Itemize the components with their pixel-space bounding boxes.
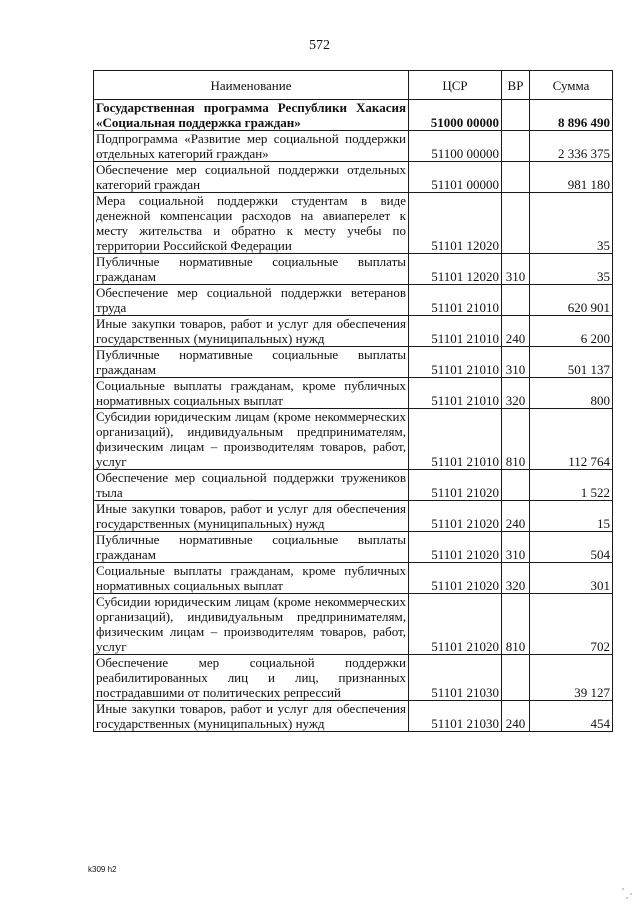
row-name: Субсидии юридическим лицам (кроме некоммерческих организаций), индивидуальным предпринимателям, физическим лицам – производителям товаров, работ, услуг	[94, 594, 409, 655]
row-csr: 51101 21030	[409, 655, 502, 701]
table-row	[94, 254, 613, 285]
table-row	[94, 594, 613, 655]
row-csr: 51101 21010	[409, 316, 502, 347]
row-sum: 454	[530, 701, 613, 732]
row-name: Социальные выплаты гражданам, кроме публичных нормативных социальных выплат	[94, 563, 409, 594]
row-csr: 51101 21020	[409, 594, 502, 655]
row-csr: 51101 12020	[409, 254, 502, 285]
header-name: Наименование	[94, 71, 409, 100]
budget-table	[93, 70, 613, 732]
table-row	[94, 532, 613, 563]
table-row	[94, 193, 613, 254]
table-row	[94, 378, 613, 409]
row-vr	[502, 162, 530, 193]
row-sum: 301	[530, 563, 613, 594]
row-sum: 112 764	[530, 409, 613, 470]
row-csr: 51101 21010	[409, 409, 502, 470]
row-vr	[502, 285, 530, 316]
row-name: Субсидии юридическим лицам (кроме некоммерческих организаций), индивидуальным предпринимателям, физическим лицам – производителям товаров, работ, услуг	[94, 409, 409, 470]
row-sum: 2 336 375	[530, 131, 613, 162]
table-row	[94, 131, 613, 162]
row-vr: 320	[502, 378, 530, 409]
row-sum: 620 901	[530, 285, 613, 316]
row-name: Обеспечение мер социальной поддержки реабилитированных лиц и лиц, признанных пострадавшими от политических репрессий	[94, 655, 409, 701]
row-name: Публичные нормативные социальные выплаты гражданам	[94, 347, 409, 378]
row-sum: 35	[530, 254, 613, 285]
row-vr	[502, 193, 530, 254]
row-vr	[502, 655, 530, 701]
table-row	[94, 409, 613, 470]
header-csr: ЦСР	[409, 71, 502, 100]
row-sum: 702	[530, 594, 613, 655]
table-row	[94, 285, 613, 316]
header-sum: Сумма	[530, 71, 613, 100]
table-row	[94, 316, 613, 347]
row-name: Публичные нормативные социальные выплаты гражданам	[94, 254, 409, 285]
row-csr: 51101 21010	[409, 378, 502, 409]
row-vr: 320	[502, 563, 530, 594]
row-sum: 800	[530, 378, 613, 409]
row-sum: 501 137	[530, 347, 613, 378]
row-vr: 310	[502, 254, 530, 285]
table-header-row	[94, 71, 613, 100]
row-vr: 810	[502, 594, 530, 655]
row-vr	[502, 470, 530, 501]
row-vr	[502, 131, 530, 162]
row-csr: 51101 21020	[409, 501, 502, 532]
row-sum: 35	[530, 193, 613, 254]
table-row	[94, 100, 613, 131]
row-sum: 504	[530, 532, 613, 563]
table-row	[94, 563, 613, 594]
row-sum: 39 127	[530, 655, 613, 701]
row-csr: 51101 21020	[409, 532, 502, 563]
row-name: Мера социальной поддержки студентам в виде денежной компенсации расходов на авиаперелет к месту жительства и обратно к месту учебы по территории Российской Федерации	[94, 193, 409, 254]
row-sum: 6 200	[530, 316, 613, 347]
row-vr	[502, 100, 530, 131]
scan-speck	[622, 888, 624, 890]
row-csr: 51101 21010	[409, 285, 502, 316]
row-csr: 51101 21010	[409, 347, 502, 378]
footer-code: k309 h2	[88, 865, 117, 874]
row-sum: 15	[530, 501, 613, 532]
row-name: Публичные нормативные социальные выплаты гражданам	[94, 532, 409, 563]
row-name: Иные закупки товаров, работ и услуг для обеспечения государственных (муниципальных) нужд	[94, 701, 409, 732]
table-row	[94, 347, 613, 378]
row-vr: 810	[502, 409, 530, 470]
row-sum: 8 896 490	[530, 100, 613, 131]
row-name: Иные закупки товаров, работ и услуг для обеспечения государственных (муниципальных) нужд	[94, 316, 409, 347]
row-name: Обеспечение мер социальной поддержки отдельных категорий граждан	[94, 162, 409, 193]
row-name: Подпрограмма «Развитие мер социальной поддержки отдельных категорий граждан»	[94, 131, 409, 162]
table-row	[94, 162, 613, 193]
table-row	[94, 470, 613, 501]
row-sum: 1 522	[530, 470, 613, 501]
row-vr: 240	[502, 701, 530, 732]
row-name: Государственная программа Республики Хакасия «Социальная поддержка граждан»	[94, 100, 409, 131]
table-row	[94, 701, 613, 732]
scan-speck	[630, 893, 632, 895]
row-csr: 51101 12020	[409, 193, 502, 254]
row-name: Социальные выплаты гражданам, кроме публичных нормативных социальных выплат	[94, 378, 409, 409]
row-csr: 51100 00000	[409, 131, 502, 162]
row-name: Иные закупки товаров, работ и услуг для обеспечения государственных (муниципальных) нужд	[94, 501, 409, 532]
row-vr: 310	[502, 532, 530, 563]
row-name: Обеспечение мер социальной поддержки ветеранов труда	[94, 285, 409, 316]
row-csr: 51101 21020	[409, 563, 502, 594]
row-csr: 51000 00000	[409, 100, 502, 131]
row-name: Обеспечение мер социальной поддержки тружеников тыла	[94, 470, 409, 501]
row-csr: 51101 21020	[409, 470, 502, 501]
row-vr: 240	[502, 316, 530, 347]
header-vr: ВР	[502, 71, 530, 100]
table-row	[94, 655, 613, 701]
scan-speck	[626, 897, 628, 899]
table-row	[94, 501, 613, 532]
row-csr: 51101 00000	[409, 162, 502, 193]
row-sum: 981 180	[530, 162, 613, 193]
row-vr: 310	[502, 347, 530, 378]
row-csr: 51101 21030	[409, 701, 502, 732]
row-vr: 240	[502, 501, 530, 532]
page-number: 572	[309, 38, 330, 53]
